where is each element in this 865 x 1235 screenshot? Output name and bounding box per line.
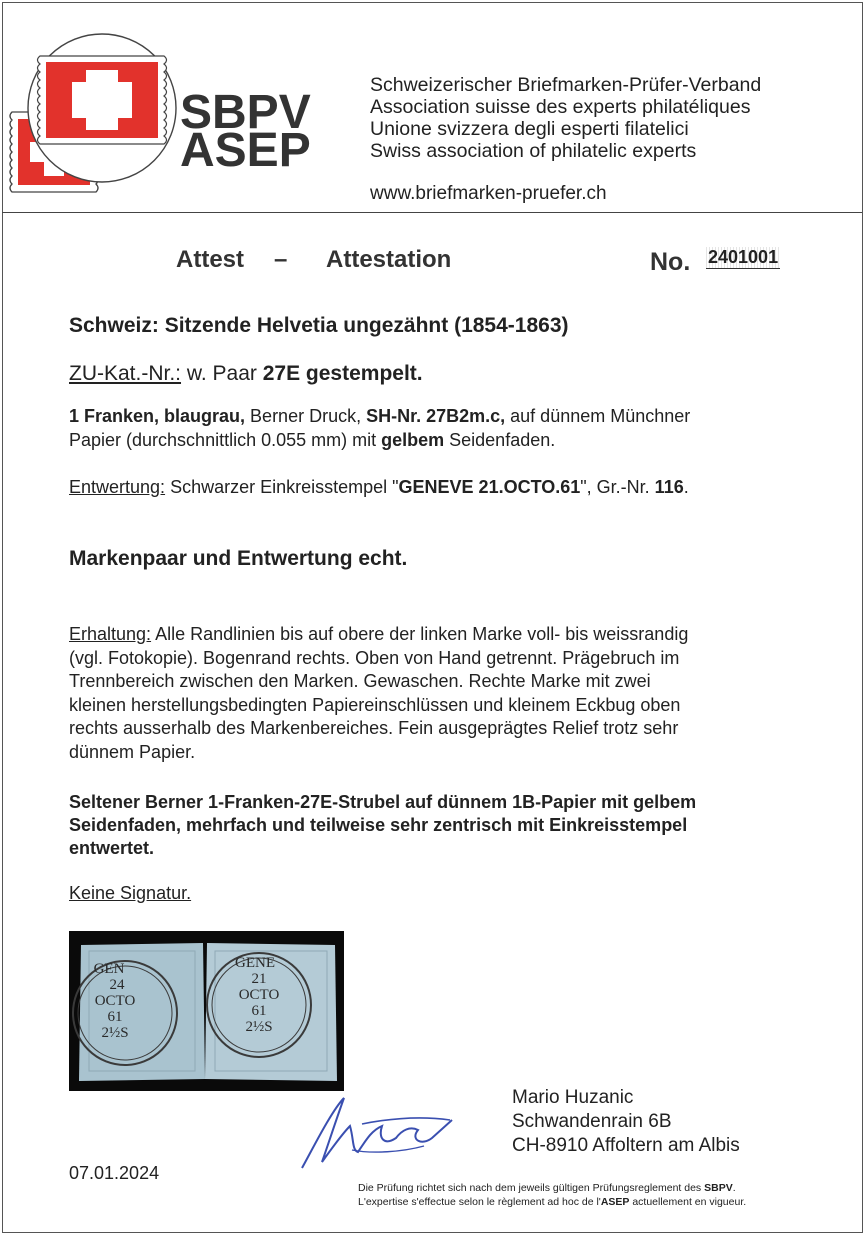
expert-name: Mario Huzanic (512, 1087, 634, 1108)
website-link[interactable]: www.briefmarken-pruefer.ch (370, 183, 607, 204)
summary-paragraph (69, 791, 829, 860)
summary-line: Seidenfaden, mehrfach und teilweise sehr zentrisch mit Einkreisstempel (69, 815, 688, 835)
expert-city: CH-8910 Affoltern am Albis (512, 1135, 740, 1156)
condition-line: kleinen herstellungsbedingten Papiereinschlüssen und kleinem Eckbug oben (69, 694, 681, 715)
catalog-line (69, 362, 423, 386)
condition-paragraph (69, 623, 829, 764)
association-name-en: Swiss association of philatelic experts (370, 140, 697, 162)
certificate-date: 07.01.2024 (69, 1163, 160, 1183)
cancellation-text: Schwarzer Einkreisstempel " (165, 477, 399, 497)
postmark-right-month: OCTO (238, 987, 280, 1003)
logo-text-sbpv: SBPV (180, 86, 311, 139)
condition-label: Erhaltung: (69, 624, 152, 644)
cancellation-gr-number: 116 (654, 477, 684, 497)
catalog-label: ZU-Kat.-Nr.: (69, 362, 182, 385)
postmark-left-time: 2½S (101, 1025, 129, 1041)
large-stamp-emblem (28, 34, 176, 182)
rules-text: L'expertise s'effectue selon le règlement ad hoc de l' (358, 1196, 601, 1208)
verdict: Markenpaar und Entwertung echt. (69, 547, 408, 570)
description-thread-color: gelbem (381, 429, 445, 450)
description-sh-number: SH-Nr. 27B2m.c, (366, 406, 506, 426)
association-name-it: Unione svizzera degli esperti filatelici (370, 118, 689, 140)
stamp-pair-photo (69, 931, 344, 1091)
condition-line: (vgl. Fotokopie). Bogenrand rechts. Oben von Hand getrennt. Prägebruch im (69, 647, 680, 668)
postmark-right-town: GENE (235, 955, 275, 971)
attest-label: Attest (176, 246, 245, 273)
association-name-fr: Association suisse des experts philatéliques (370, 96, 751, 118)
attest-dash: – (274, 246, 288, 273)
sbpv-logo (4, 20, 334, 210)
certificate-title: Schweiz: Sitzende Helvetia ungezähnt (1854-1863) (69, 314, 569, 337)
postmark-right-year: 61 (251, 1003, 267, 1019)
catalog-number: 27E gestempelt. (262, 362, 423, 385)
description-value: 1 Franken, blaugrau, (69, 406, 246, 426)
header-divider (2, 212, 862, 213)
stamp-description (69, 405, 829, 452)
description-text: Seidenfaden. (444, 429, 556, 450)
signature-note: Keine Signatur. (69, 883, 192, 903)
condition-line: Trennbereich zwischen den Marken. Gewaschen. Rechte Marke mit zwei (69, 671, 651, 691)
cancellation-text: ", Gr.-Nr. (580, 477, 655, 497)
rules-text: Die Prüfung richtet sich nach dem jeweils gültigen Prüfungsreglement des (358, 1182, 705, 1194)
expert-street: Schwandenrain 6B (512, 1111, 672, 1132)
cancellation-label: Entwertung: (69, 477, 166, 497)
attestation-label: Attestation (326, 246, 452, 273)
summary-line: Seltener Berner 1-Franken-27E-Strubel auf dünnem 1B-Papier mit gelbem (69, 792, 697, 812)
rules-text: . (732, 1182, 736, 1194)
condition-line: Alle Randlinien bis auf obere der linken Marke voll- bis weissrandig (151, 624, 689, 644)
rules-line-fr (358, 1195, 746, 1209)
rules-text: actuellement en vigueur. (629, 1196, 747, 1208)
rules-org-sbpv: SBPV (704, 1182, 733, 1194)
association-names (370, 74, 761, 162)
summary-line: entwertet. (69, 838, 155, 858)
cancellation-text: . (683, 477, 689, 497)
postmark-left-town: GEN (93, 961, 125, 977)
cancellation-line (69, 476, 689, 500)
postmark-right-time: 2½S (245, 1019, 273, 1035)
certificate-number: 2401001 (708, 247, 779, 267)
cancellation-postmark: GENEVE 21.OCTO.61 (398, 477, 581, 497)
condition-line: rechts ausserhalb des Markenbereiches. Fein ausgeprägtes Relief trotz sehr (69, 718, 679, 738)
logo-text-asep: ASEP (180, 124, 311, 177)
condition-line: dünnem Papier. (69, 741, 196, 762)
rules-line-de (358, 1181, 746, 1195)
postmark-right-day: 21 (251, 971, 267, 987)
rules-footnote (358, 1181, 746, 1209)
postmark-left-day: 24 (109, 977, 125, 993)
description-text: auf dünnem Münchner (505, 406, 691, 426)
association-name-de: Schweizerischer Briefmarken-Prüfer-Verband (370, 74, 762, 96)
description-text: Papier (durchschnittlich 0.055 mm) mit (69, 429, 382, 450)
expert-address (512, 1086, 740, 1158)
rules-org-asep: ASEP (600, 1196, 630, 1208)
number-label: No. (650, 248, 691, 276)
description-text: Berner Druck, (245, 406, 367, 426)
expert-signature (292, 1090, 457, 1175)
postmark-left-year: 61 (107, 1009, 123, 1025)
catalog-prefix: w. Paar (181, 362, 263, 385)
postmark-left-month: OCTO (94, 993, 136, 1009)
